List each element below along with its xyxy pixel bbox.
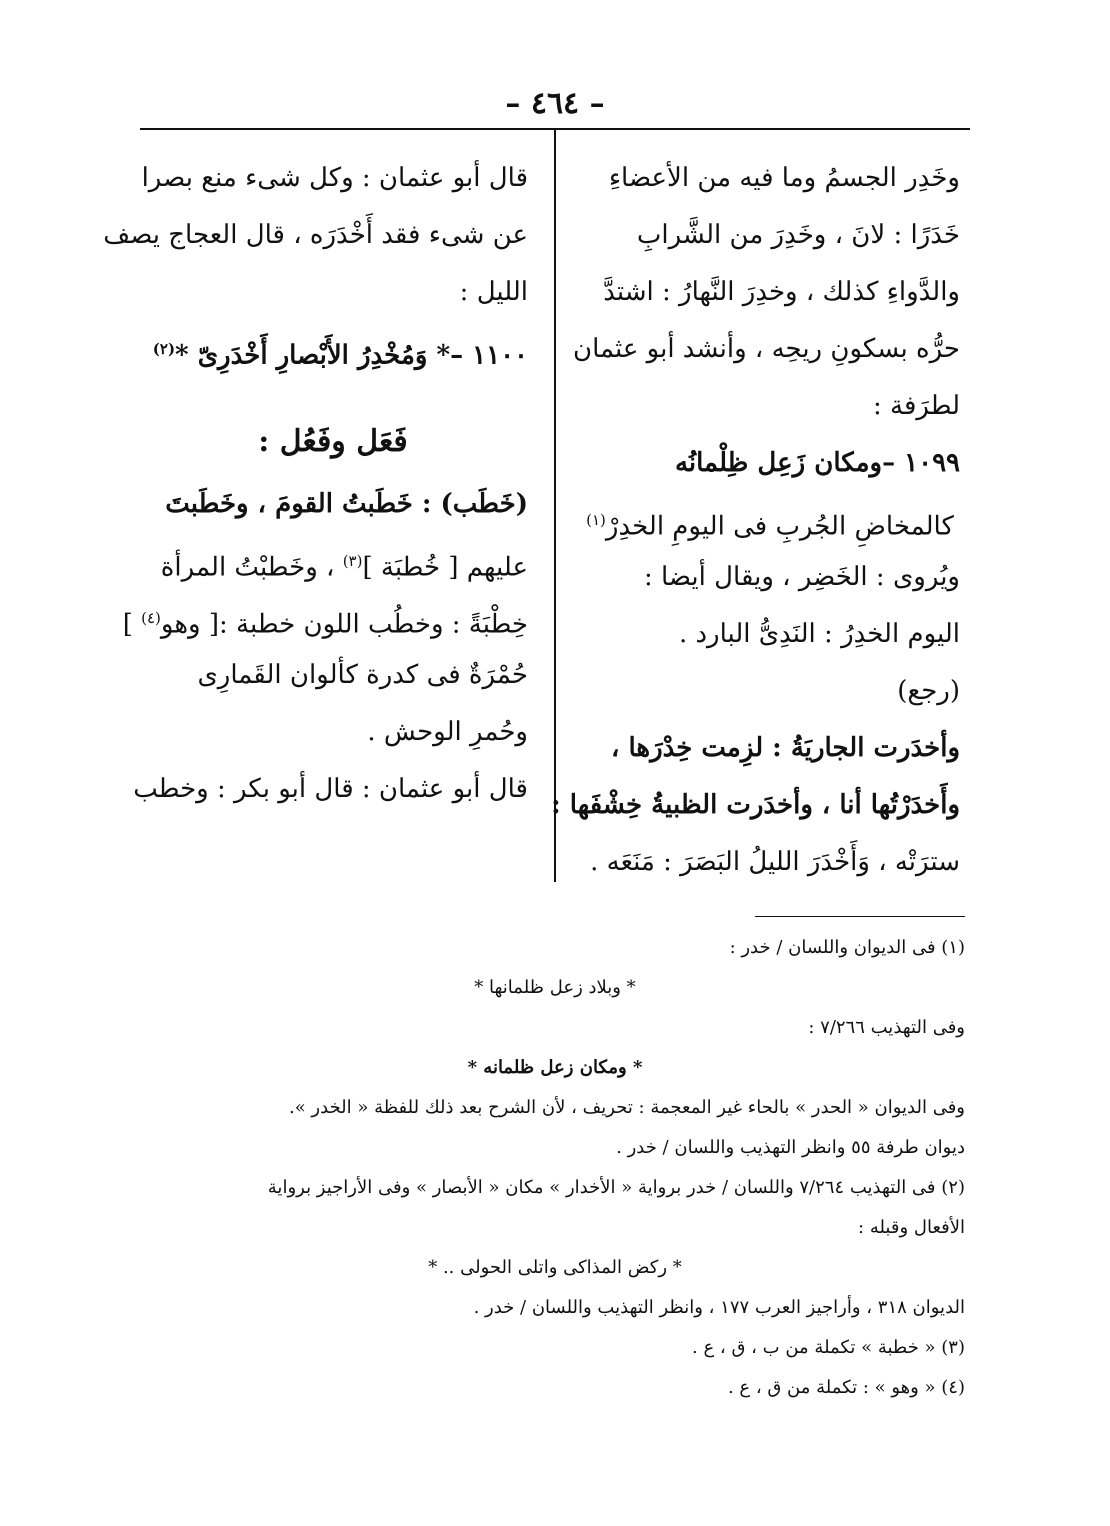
text-segment: خِطْبَةً : وخطُب اللون خطبة :[ وهو: [160, 609, 528, 640]
text-line: [122, 590, 528, 647]
text-segment: عليهم [ خُطبَة ]: [362, 552, 528, 583]
footnote-line: وفى التهذيب ٧/٢٦٦ :: [808, 1017, 965, 1038]
column-divider: [554, 130, 556, 882]
verse-1100: [138, 321, 528, 378]
footnote-marker: (١): [586, 511, 606, 529]
verse-text: كالمخاضِ الجُربِ فى اليومِ الخدِرْ: [605, 511, 954, 542]
footnote-line: الديوان ٣١٨ ، وأراجيز العرب ١٧٧ ، وانظر التهذيب واللسان / خدر .: [473, 1297, 965, 1318]
page-number: – ٤٦٤ –: [505, 86, 605, 121]
text-line: وأَخدَرْتُها أنا ، وأخدَرت الظبيةُ خِشْفَها :: [551, 790, 960, 820]
text-line: عن شىء فقد أَخْدَرَه ، قال العجاج يصف: [103, 220, 528, 250]
verse-1099-second-hemistich: [580, 492, 960, 549]
text-line: والدَّواءِ كذلك ، وخدِرَ النَّهارُ : اشتدَّ: [603, 277, 960, 307]
footnote-line: (٣) « خطبة » تكملة من ب ، ق ، ع .: [692, 1337, 965, 1358]
text-line: اليوم الخدِرُ : النَدِىُّ البارد .: [678, 619, 960, 649]
footnote-verse: * ركض المذاكى واتلى الحولى .. *: [428, 1257, 682, 1278]
text-line: لطرَفة :: [873, 391, 960, 421]
footnote-line: (١) فى الديوان واللسان / خدر :: [729, 937, 965, 958]
footnote-verse: * ومكان زعل ظلمانه *: [467, 1057, 643, 1078]
text-line: (خَطَب) : خَطَبتُ القومَ ، وخَطَبتَ: [165, 489, 528, 519]
text-line: قال أبو عثمان : وكل شىء منع بصرا: [141, 163, 528, 193]
footnote-line: الأفعال وقبله :: [858, 1217, 965, 1238]
footnote-marker: (٢): [152, 340, 176, 358]
text-line: [138, 533, 528, 590]
text-line: حرُّه بسكونِ ريحِه ، وأنشد أبو عثمان: [572, 334, 960, 364]
text-line: قال أبو عثمان : قال أبو بكر : وخطب: [133, 774, 528, 804]
spacer: [138, 378, 528, 408]
footnote-line: (٢) فى التهذيب ٧/٢٦٤ واللسان / خدر برواية « الأخدار » مكان « الأبصار » وفى الأراجيز برواية: [267, 1177, 965, 1198]
footnotes: [145, 928, 965, 1408]
text-line: ويُروى : الخَضِر ، ويقال أيضا :: [643, 562, 960, 592]
section-heading: فَعَل وفَعُل :: [258, 424, 408, 459]
footnote-marker: (٤): [141, 609, 161, 627]
verse-text: ١١٠٠ –* وَمُخْدِرُ الأَبْصارِ أَخْدَرِىّ *: [175, 340, 528, 371]
footnote-rule: [755, 916, 965, 917]
text-line: سترَتْه ، وَأَخْدَرَ الليلُ البَصَرَ : مَنَعَه .: [590, 847, 960, 877]
text-segment: ]: [122, 609, 133, 640]
footnote-line: (٤) « وهو » : تكملة من ق ، ع .: [727, 1377, 965, 1398]
footnote-verse: * وبلاد زعل ظلمانها *: [474, 977, 636, 998]
text-line: خَدَرًا : لانَ ، وخَدِرَ من الشَّرابِ: [636, 220, 960, 250]
section-label-ruja: (رجع): [897, 676, 960, 706]
text-line: حُمْرَةٌ فى كدرة كألوان القَمارِى: [197, 660, 528, 690]
verse-1099-first-hemistich: ١٠٩٩ –ومكان زَعِل ظِلْمانُه: [674, 448, 960, 478]
footnote-line: وفى الديوان « الحدر » بالحاء غير المعجمة : تحريف ، لأن الشرح بعد ذلك للفظة « الخدر ».: [288, 1097, 965, 1118]
left-column: [103, 150, 528, 818]
footnote-line: ديوان طرفة ٥٥ وانظر التهذيب واللسان / خدر .: [616, 1137, 965, 1158]
text-line: وخَدِر الجسمُ وما فيه من الأعضاءِ: [608, 163, 960, 193]
text-line: وأخدَرت الجاريَةُ : لزِمت خِدْرَها ،: [611, 733, 960, 763]
text-line: وحُمرِ الوحش .: [367, 717, 528, 747]
text-segment: ، وخَطبْتُ المرأة: [160, 552, 335, 583]
right-column: [551, 150, 960, 891]
text-line: الليل :: [459, 277, 528, 307]
footnote-marker: (٣): [342, 552, 363, 570]
